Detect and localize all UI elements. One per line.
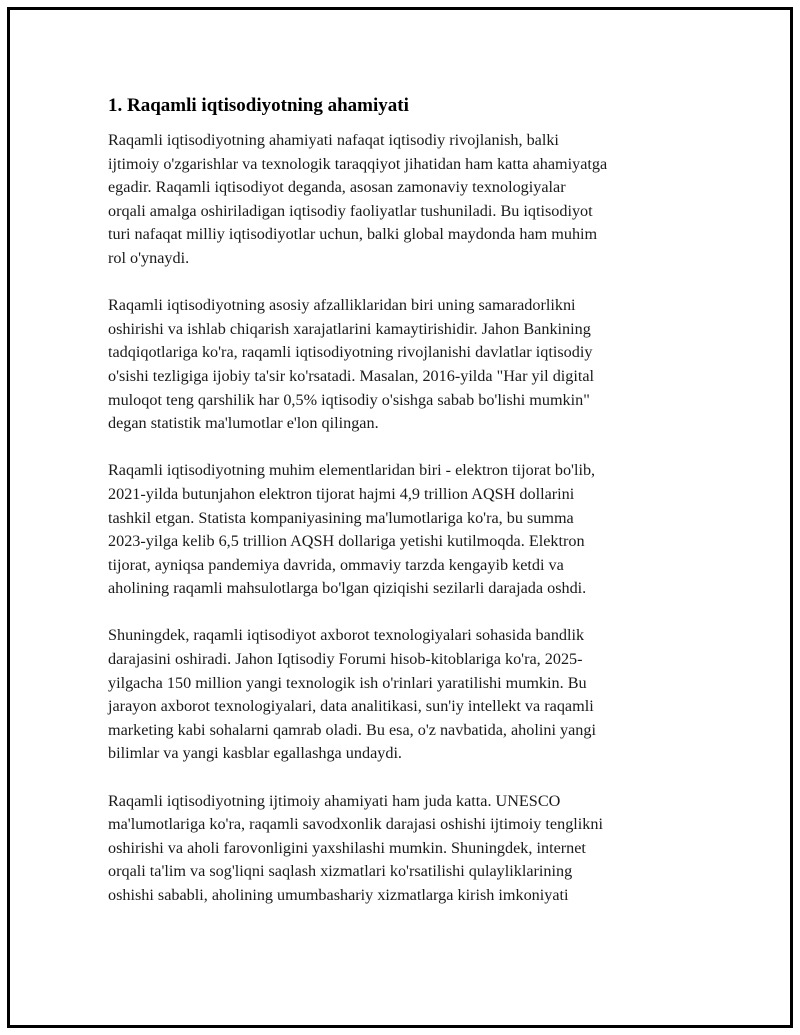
paragraph-1: [108, 129, 698, 271]
text-line: turi nafaqat milliy iqtisodiyotlar uchun, balki global maydonda ham muhim: [108, 225, 598, 244]
text-line: orqali amalga oshiriladigan iqtisodiy faoliyatlar tushuniladi. Bu iqtisodiyot: [108, 201, 593, 220]
paragraph-4: [108, 624, 698, 766]
text-line: 2023-yilga kelib 6,5 trillion AQSH dollariga yetishi kutilmoqda. Elektron: [108, 532, 585, 551]
text-line: jarayon axborot texnologiyalari, data analitikasi, sun'iy intellekt va raqamli: [108, 697, 594, 716]
text-line: o'sishi tezligiga ijobiy ta'sir ko'rsatadi. Masalan, 2016-yilda "Har yil digital: [108, 366, 595, 385]
text-line: Raqamli iqtisodiyotning ahamiyati nafaqat iqtisodiy rivojlanish, balki: [108, 131, 559, 149]
text-line: bilimlar va yangi kasblar egallashga undaydi.: [108, 744, 402, 763]
text-line: darajasini oshiradi. Jahon Iqtisodiy Forumi hisob-kitoblariga ko'ra, 2025-: [108, 650, 583, 669]
text-line: ma'lumotlariga ko'ra, raqamli savodxonlik darajasi oshishi ijtimoiy tenglikni: [108, 815, 603, 834]
text-line: tadqiqotlariga ko'ra, raqamli iqtisodiyotning rivojlanishi davlatlar iqtisodiy: [108, 343, 593, 362]
text-line: ijtimoiy o'zgarishlar va texnologik taraqqiyot jihatidan ham katta ahamiyatga: [108, 154, 608, 173]
text-line: oshirishi va aholi farovonligini yaxshilashi mumkin. Shuningdek, internet: [108, 838, 586, 857]
text-line: oshishi sababli, aholining umumbashariy xizmatlarga kirish imkoniyati: [108, 886, 569, 904]
text-line: muloqot teng qarshilik har 0,5% iqtisodiy o'sishga sabab bo'lishi mumkin": [108, 390, 590, 409]
text-line: 2021-yilda butunjahon elektron tijorat hajmi 4,9 trillion AQSH dollarini: [108, 484, 575, 503]
paragraph-2: [108, 294, 698, 436]
text-line: tashkil etgan. Statista kompaniyasining ma'lumotlariga ko'ra, bu summa: [108, 508, 574, 527]
document-body: [108, 92, 698, 931]
text-line: tijorat, ayniqsa pandemiya davrida, ommaviy tarzda kengayib ketdi va: [108, 555, 564, 574]
text-line: yilgacha 150 million yangi texnologik ish o'rinlari yaratilishi mumkin. Bu: [108, 673, 587, 692]
text-line: Raqamli iqtisodiyotning muhim elementlaridan biri - elektron tijorat bo'lib,: [108, 461, 596, 480]
text-line: egadir. Raqamli iqtisodiyot deganda, asosan zamonaviy texnologiyalar: [108, 178, 566, 197]
text-line: oshirishi va ishlab chiqarish xarajatlarini kamaytirishidir. Jahon Bankining: [108, 319, 591, 338]
text-line: Raqamli iqtisodiyotning ijtimoiy ahamiyati ham juda katta. UNESCO: [108, 791, 561, 810]
text-line: Shuningdek, raqamli iqtisodiyot axborot texnologiyalari sohasida bandlik: [108, 626, 585, 645]
text-line: aholining raqamli mahsulotlarga bo'lgan qiziqishi sezilarli darajada oshdi.: [108, 579, 587, 598]
text-line: orqali ta'lim va sog'liqni saqlash xizmatlari ko'rsatilishi qulayliklarining: [108, 862, 573, 881]
section-title: 1. Raqamli iqtisodiyotning ahamiyati: [108, 95, 409, 116]
text-line: marketing kabi sohalarni qamrab oladi. Bu esa, o'z navbatida, aholini yangi: [108, 720, 596, 739]
text-line: degan statistik ma'lumotlar e'lon qilingan.: [108, 414, 379, 433]
text-line: rol o'ynaydi.: [108, 248, 190, 267]
paragraph-3: [108, 459, 698, 601]
text-line: Raqamli iqtisodiyotning asosiy afzalliklaridan biri uning samaradorlikni: [108, 296, 576, 315]
paragraph-5: [108, 790, 698, 908]
